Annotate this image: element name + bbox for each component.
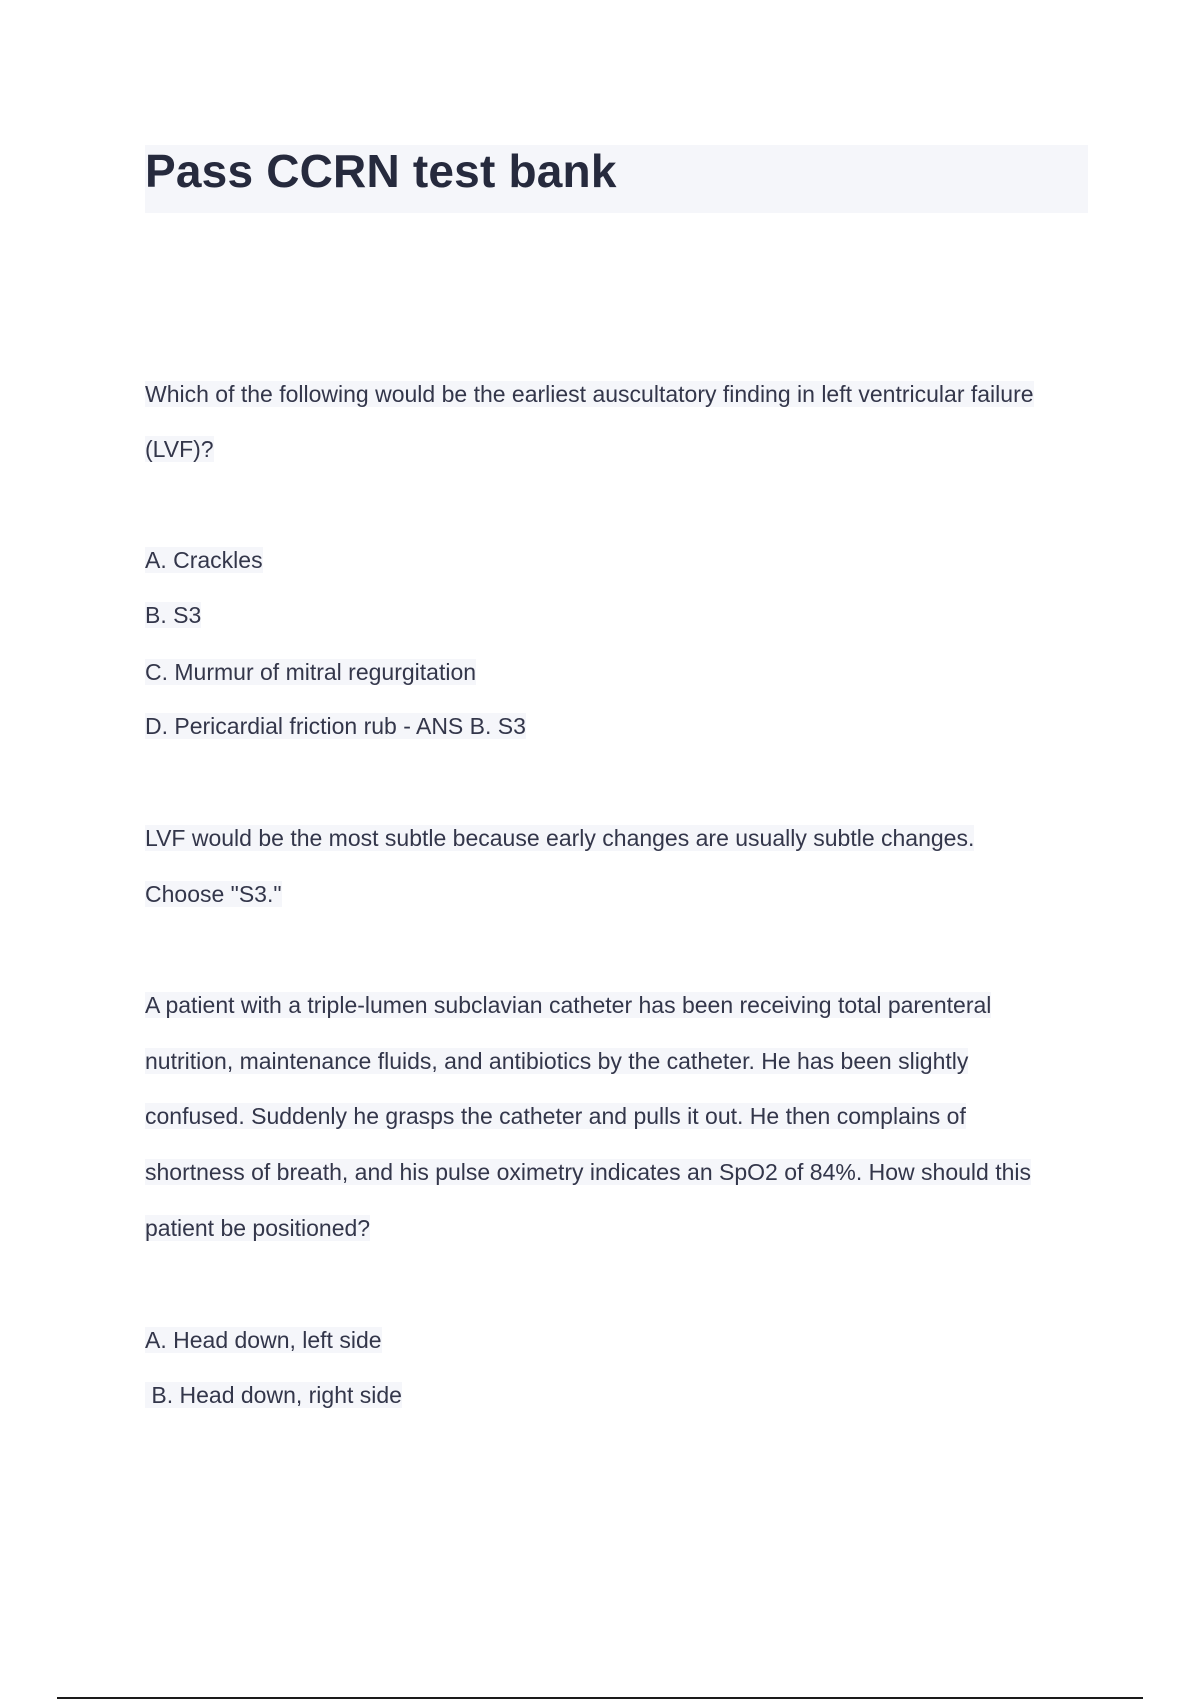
question-1-explanation-line-2: Choose "S3." <box>145 881 282 907</box>
question-2-stem-line-2: nutrition, maintenance fluids, and antibiotics by the catheter. He has been slightly <box>145 1048 969 1074</box>
page-title: Pass CCRN test bank <box>145 145 617 197</box>
question-2-stem-line-3: confused. Suddenly he grasps the catheter and pulls it out. He then complains of <box>145 1103 966 1129</box>
question-1-option-d-answer: D. Pericardial friction rub - ANS B. S3 <box>145 713 526 739</box>
question-1-option-b: B. S3 <box>145 602 202 628</box>
question-2-stem-line-1: A patient with a triple-lumen subclavian catheter has been receiving total parenteral <box>145 992 992 1018</box>
question-2-option-a: A. Head down, left side <box>145 1327 382 1353</box>
question-1-stem-line-1: Which of the following would be the earliest auscultatory finding in left ventricular failure <box>145 381 1034 407</box>
question-1-stem-line-2: (LVF)? <box>145 436 214 462</box>
question-2-stem-line-4: shortness of breath, and his pulse oximetry indicates an SpO2 of 84%. How should this <box>145 1159 1031 1185</box>
question-1-option-a: A. Crackles <box>145 547 263 573</box>
question-2-stem-line-5: patient be positioned? <box>145 1215 371 1241</box>
question-1-explanation-line-1: LVF would be the most subtle because early changes are usually subtle changes. <box>145 825 975 851</box>
question-1-option-c: C. Murmur of mitral regurgitation <box>145 659 477 685</box>
question-2-option-b: B. Head down, right side <box>145 1382 402 1408</box>
footer-divider <box>57 1697 1143 1699</box>
